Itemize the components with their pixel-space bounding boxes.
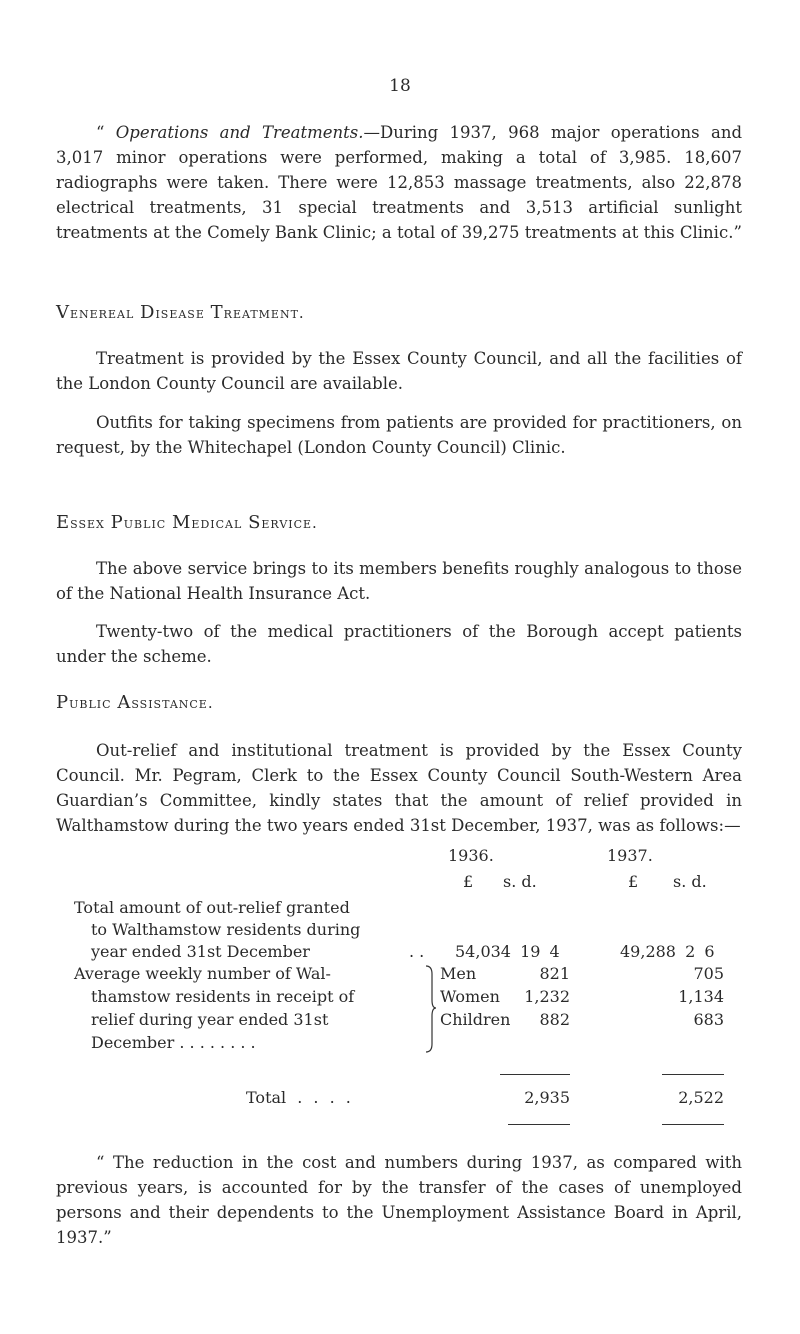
total-label: Total . . . . xyxy=(246,1088,351,1107)
open-quote: “ xyxy=(96,123,105,142)
category-brace xyxy=(424,964,438,1054)
category-men-label: Men xyxy=(440,964,477,983)
unit-pound-1937: £ xyxy=(628,872,639,891)
category-children-1936: 882 xyxy=(539,1010,570,1029)
row2-label-line2: thamstow residents in receipt of xyxy=(91,987,355,1006)
operations-text: —During 1937, 968 major operations and 3,017 minor operations were performed, making a total of 3,985. 18,607 radiographs were taken. There were 12,853 massage treatments, also 22,878 electrical treatments, 31 special treatments and 3,513 artificial sunlight treatments at the Comely Bank Clinic; a total of 39,275 treatments at this Clinic.” xyxy=(56,123,743,242)
year-1937-header: 1937. xyxy=(607,846,653,865)
public-heading: Public Assistance. xyxy=(56,692,214,713)
category-men-1936: 821 xyxy=(539,964,570,983)
venereal-paragraph-1: Treatment is provided by the Essex County Council, and all the facilities of the London County Council are available. xyxy=(56,349,742,393)
category-women-label: Women xyxy=(440,987,500,1006)
row1-label-line2: to Walthamstow residents during xyxy=(91,920,361,939)
essex-paragraph-2: Twenty-two of the medical practitioners of the Borough accept patients under the scheme. xyxy=(56,622,742,666)
total-1936: 2,935 xyxy=(524,1088,570,1107)
category-women-1937: 1,134 xyxy=(678,987,724,1006)
public-paragraph: Out-relief and institutional treatment is provided by the Essex County Council. Mr. Pegram, Clerk to the Essex County Council South-Western Area Guardian’s Committee, kindly states that the amount of relief provided in Walthamstow during the two years ended 31st December, 1937, was as follows:— xyxy=(56,741,742,835)
essex-heading: Essex Public Medical Service. xyxy=(56,512,318,533)
unit-sd-1936: s. d. xyxy=(503,872,537,891)
row1-label-line3: year ended 31st December xyxy=(91,942,310,961)
venereal-heading: Venereal Disease Treatment. xyxy=(56,302,305,323)
total-rule-top-1937 xyxy=(662,1074,724,1075)
total-1937: 2,522 xyxy=(678,1088,724,1107)
row1-value-1936: 54,034 19 4 xyxy=(455,942,560,961)
category-men-1937: 705 xyxy=(693,964,724,983)
operations-paragraph xyxy=(56,120,742,245)
unit-sd-1937: s. d. xyxy=(673,872,707,891)
closing-paragraph: “ The reduction in the cost and numbers during 1937, as compared with previous years, is accounted for by the transfer of the cases of unemployed persons and their dependents to the Unemployment Assistance Board in April, 1937.” xyxy=(56,1153,742,1247)
total-rule-bottom-1937 xyxy=(662,1124,724,1125)
row1-leader: . . xyxy=(409,942,425,961)
year-1936-header: 1936. xyxy=(448,846,494,865)
venereal-paragraph-2: Outfits for taking specimens from patients are provided for practitioners, on request, by the Whitechapel (London County Council) Clinic. xyxy=(56,413,742,457)
row1-label-line1: Total amount of out-relief granted xyxy=(74,898,350,917)
operations-title: Operations and Treatments. xyxy=(115,123,364,142)
total-rule-top-1936 xyxy=(500,1074,570,1075)
row2-label-line4: December . . . . . . . . xyxy=(91,1033,256,1052)
total-rule-bottom-1936 xyxy=(508,1124,570,1125)
category-children-label: Children xyxy=(440,1010,511,1029)
row2-label-line1: Average weekly number of Wal- xyxy=(74,964,331,983)
category-children-1937: 683 xyxy=(693,1010,724,1029)
row1-value-1937: 49,288 2 6 xyxy=(620,942,715,961)
page-number: 18 xyxy=(389,76,411,96)
essex-paragraph-1: The above service brings to its members benefits roughly analogous to those of the National Health Insurance Act. xyxy=(56,559,742,603)
row2-label-line3: relief during year ended 31st xyxy=(91,1010,329,1029)
unit-pound-1936: £ xyxy=(463,872,474,891)
category-women-1936: 1,232 xyxy=(524,987,570,1006)
